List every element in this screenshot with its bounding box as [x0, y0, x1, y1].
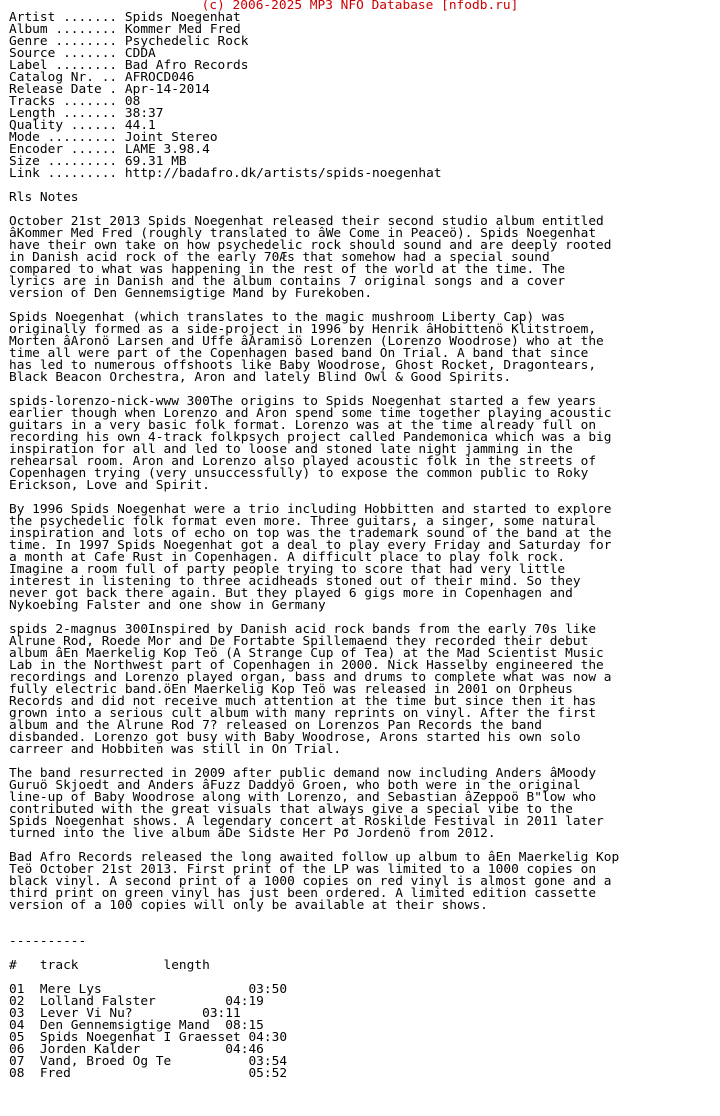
- nfo-line: By 1996 Spids Noegenhat were a trio including Hobbitten and started to explore: [9, 502, 612, 517]
- nfo-line: recording his own 4-track folkpsych project called Pandemonica which was a big: [9, 430, 612, 445]
- nfo-line: spids-lorenzo-nick-www 300The origins to Spids Noegenhat started a few years: [9, 394, 597, 409]
- nfo-line: Quality ...... 44.1: [9, 118, 156, 133]
- nfo-line: have their own take on how psychedelic rock should sound and are deeply rooted: [9, 238, 612, 253]
- site-header: (c) 2006-2025 MP3 NFO Database [nfodb.ru]: [201, 0, 519, 13]
- nfo-line: third print on green vinyl has just been ordered. A limited edition cassette: [9, 886, 597, 901]
- nfo-line: Spids Noegenhat (which translates to the magic mushroom Liberty Cap) was: [9, 310, 566, 325]
- nfo-line: disbanded. Lorenzo got busy with Baby Woodrose, Arons started his own solo: [9, 730, 581, 745]
- nfo-line: fully electric band.öEn Maerkelig Kop Teö was released in 2001 on Orpheus: [9, 682, 573, 697]
- nfo-line: Link ......... http://badafro.dk/artists/spids-noegenhat: [9, 166, 442, 181]
- nfo-line: a month at Cafe Rust in Copenhagen. A difficult place to play folk rock.: [9, 550, 566, 565]
- nfo-line: recordings and Lorenzo played organ, bass and drums to complete what was now a: [9, 670, 612, 685]
- nfo-line: Source ....... CDDA: [9, 46, 156, 61]
- nfo-line: Copenhagen trying (very unsuccessfully) to expose the common public to Roky: [9, 466, 589, 481]
- nfo-line: Bad Afro Records released the long awaited follow up album to âEn Maerkelig Kop: [9, 850, 620, 865]
- nfo-line: Black Beacon Orchestra, Aron and lately Blind Owl & Good Spirits.: [9, 370, 512, 385]
- nfo-line: 08 Fred 05:52: [9, 1066, 288, 1081]
- nfo-line: âKommer Med Fred (roughly translated to âWe Come in Peaceö). Spids Noegenhat: [9, 226, 597, 241]
- nfo-line: October 21st 2013 Spids Noegenhat released their second studio album entitled: [9, 214, 604, 229]
- nfo-line: 07 Vand, Broed Og Te 03:54: [9, 1054, 288, 1069]
- nfo-line: the psychedelic folk format even more. Three guitars, a singer, some natural: [9, 514, 597, 529]
- nfo-line: 03 Lever Vi Nu? 03:11: [9, 1006, 241, 1021]
- nfo-line: contributed with the great visuals that always give a special vibe to the: [9, 802, 573, 817]
- nfo-line: Nykoebing Falster and one show in Germany: [9, 598, 326, 613]
- nfo-line: earlier though when Lorenzo and Aron spend some time together playing acoustic: [9, 406, 612, 421]
- nfo-line: Release Date . Apr-14-2014: [9, 82, 210, 97]
- nfo-line: Spids Noegenhat shows. A legendary concert at Roskilde Festival in 2011 later: [9, 814, 604, 829]
- nfo-line: # track length: [9, 958, 210, 973]
- nfo-line: Erickson, Love and Spirit.: [9, 478, 210, 493]
- nfo-line: version of Den Gennemsigtige Mand by Furekoben.: [9, 286, 373, 301]
- nfo-line: 06 Jorden Kalder 04:46: [9, 1042, 264, 1057]
- nfo-line: Size ......... 69.31 MB: [9, 154, 187, 169]
- nfo-line: The band resurrected in 2009 after public demand now including Anders âMoody: [9, 766, 597, 781]
- nfo-line: album âEn Maerkelig Kop Teö (A Strange Cup of Tea) at the Mad Scientist Music: [9, 646, 604, 661]
- nfo-line: interest in listening to three acidheads stoned out of their mind. So they: [9, 574, 581, 589]
- nfo-line: turned into the live album âDe Sidste Her Pσ Jordenö from 2012.: [9, 826, 496, 841]
- nfo-line: Records and did not receive much attention at the time but since then it has: [9, 694, 597, 709]
- nfo-line: lyrics are in Danish and the album contains 7 original songs and a cover: [9, 274, 566, 289]
- nfo-line: time all were part of the Copenhagen based band On Trial. A band that since: [9, 346, 589, 361]
- nfo-line: Teö October 21st 2013. First print of the LP was limited to a 1000 copies on: [9, 862, 597, 877]
- nfo-line: line-up of Baby Woodrose along with Lorenzo, and Sebastian âZeppoö B"low who: [9, 790, 597, 805]
- nfo-line: has led to numerous offshoots like Baby Woodrose, Ghost Rocket, Dragontears,: [9, 358, 597, 373]
- nfo-line: album and the Alrune Rod 7? released on Lorenzos Pan Records the band: [9, 718, 542, 733]
- nfo-line: version of a 100 copies will only be available at their shows.: [9, 898, 488, 913]
- nfo-line: rehearsal room. Aron and Lorenzo also played acoustic folk in the streets of: [9, 454, 597, 469]
- nfo-line: time. In 1997 Spids Noegenhat got a deal to play every Friday and Saturday for: [9, 538, 612, 553]
- nfo-line: spids 2-magnus 300Inspired by Danish acid rock bands from the early 70s like: [9, 622, 597, 637]
- nfo-line: Tracks ....... 08: [9, 94, 141, 109]
- nfo-line: inspiration for all and led to loose and stoned late night jamming in the: [9, 442, 573, 457]
- nfo-line: inspiration and lots of echo on top was the trademark sound of the band at the: [9, 526, 612, 541]
- nfo-line: 04 Den Gennemsigtige Mand 08:15: [9, 1018, 264, 1033]
- nfo-line: Mode ......... Joint Stereo: [9, 130, 218, 145]
- nfo-line: Album ........ Kommer Med Fred: [9, 22, 241, 37]
- nfo-line: Encoder ...... LAME 3.98.4: [9, 142, 210, 157]
- nfo-line: Length ....... 38:37: [9, 106, 164, 121]
- nfo-line: never got back there again. But they played 6 gigs more in Copenhagen and: [9, 586, 573, 601]
- nfo-line: guitars in a very basic folk format. Lorenzo was at the time already full on: [9, 418, 597, 433]
- nfo-line: originally formed as a side-project in 1996 by Henrik âHobittenö Klitstroem,: [9, 322, 597, 337]
- nfo-line: 05 Spids Noegenhat I Graesset 04:30: [9, 1030, 288, 1045]
- nfo-line: Artist ....... Spids Noegenhat: [9, 10, 241, 25]
- nfo-line: Guruö Skjoedt and Anders âFuzz Daddyö Groen, who both were in the original: [9, 778, 581, 793]
- nfo-line: grown into a serious cult album with many reprints on vinyl. After the first: [9, 706, 597, 721]
- nfo-line: Genre ........ Psychedelic Rock: [9, 34, 249, 49]
- nfo-line: in Danish acid rock of the early 70Æs that somehow had a special sound: [9, 250, 550, 265]
- nfo-line: 02 Lolland Falster 04:19: [9, 994, 264, 1009]
- nfo-line: compared to what was happening in the rest of the world at the time. The: [9, 262, 566, 277]
- nfo-line: Alrune Rod, Roede Mor and De Fortabte Spillemaend they recorded their debut: [9, 634, 589, 649]
- nfo-line: 01 Mere Lys 03:50: [9, 982, 288, 997]
- nfo-line: ----------: [9, 934, 87, 949]
- nfo-line: Lab in the Northwest part of Copenhagen in 2000. Nick Hasselby engineered the: [9, 658, 604, 673]
- nfo-line: carreer and Hobbiten was still in On Trial.: [9, 742, 342, 757]
- nfo-line: black vinyl. A second print of a 1000 copies on red vinyl is almost gone and a: [9, 874, 612, 889]
- nfo-line: Catalog Nr. .. AFROCD046: [9, 70, 195, 85]
- nfo-line: Imagine a room full of party people trying to score that had very little: [9, 562, 566, 577]
- nfo-line: Label ........ Bad Afro Records: [9, 58, 249, 73]
- nfo-line: Morten âAronö Larsen and Uffe âAramisö Lorenzen (Lorenzo Woodrose) who at the: [9, 334, 604, 349]
- nfo-line: Rls Notes: [9, 190, 79, 205]
